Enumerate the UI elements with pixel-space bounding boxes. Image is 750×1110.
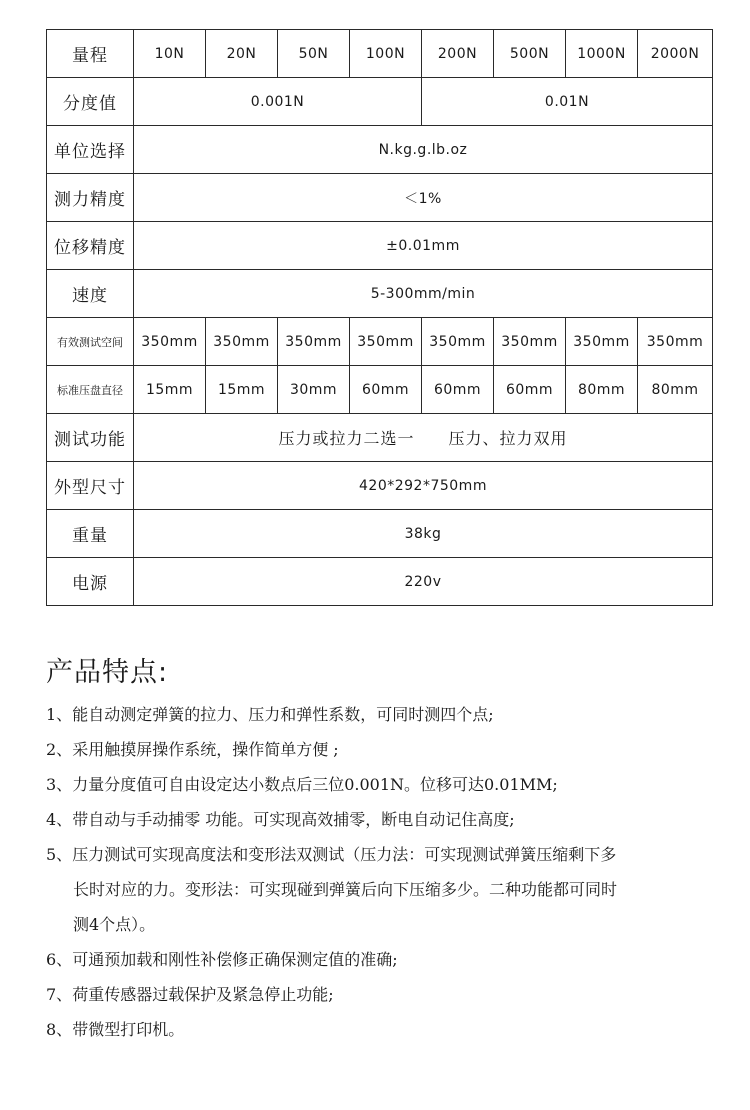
feature-number: 3、 [46,775,73,794]
row-label: 标准压盘直径 [47,366,134,414]
spec-row-platen-diameter [47,366,713,414]
feature-text: 力量分度值可自由设定达小数点后三位0.001N。位移可达0.01MM; [72,775,558,794]
feature-text: 带自动与手动捕零 功能。可实现高效捕零，断电自动记住高度; [72,810,515,829]
platen-diameter-cell: 60mm [422,366,494,414]
speed-cell: 5-300mm/min [134,270,713,318]
row-label: 有效测试空间 [47,318,134,366]
spec-row-function [47,414,713,462]
feature-number: 2、 [46,740,73,759]
platen-diameter-cell: 30mm [278,366,350,414]
feature-text: 可通预加载和刚性补偿修正确保测定值的准确; [72,950,398,969]
weight-cell: 38kg [134,510,713,558]
feature-number: 4、 [46,810,73,829]
feature-text: 采用触摸屏操作系统，操作简单方便 ; [72,740,339,759]
feature-text-continuation: 长时对应的力。变形法：可实现碰到弹簧后向下压缩多少。二种功能都可同时 [73,880,618,899]
range-cell: 2000N [638,30,713,78]
row-label: 测力精度 [47,174,134,222]
feature-list [46,697,726,1047]
features-title: 产品特点: [46,657,169,688]
displacement-accuracy-cell: ±0.01mm [134,222,713,270]
spec-row-speed [47,270,713,318]
division-cell: 0.001N [134,78,422,126]
platen-diameter-cell: 60mm [350,366,422,414]
division-cell: 0.01N [422,78,713,126]
feature-number: 8、 [46,1020,73,1039]
range-cell: 50N [278,30,350,78]
feature-number: 5、 [46,845,73,864]
row-label: 单位选择 [47,126,134,174]
spec-row-dimensions [47,462,713,510]
spec-row-unit [47,126,713,174]
test-space-cell: 350mm [206,318,278,366]
feature-item [46,977,726,1012]
feature-text: 荷重传感器过载保护及紧急停止功能; [72,985,334,1004]
range-cell: 20N [206,30,278,78]
row-label: 重量 [47,510,134,558]
feature-item [46,1012,726,1047]
spec-row-weight [47,510,713,558]
test-space-cell: 350mm [422,318,494,366]
feature-text: 带微型打印机。 [72,1020,185,1039]
row-label: 速度 [47,270,134,318]
row-label: 量程 [47,30,134,78]
row-label: 测试功能 [47,414,134,462]
feature-text-continuation: 测4个点）。 [73,915,156,934]
feature-number: 1、 [46,705,73,724]
test-space-cell: 350mm [494,318,566,366]
dimensions-cell: 420*292*750mm [134,462,713,510]
feature-number: 6、 [46,950,73,969]
spec-row-force-accuracy [47,174,713,222]
row-label: 位移精度 [47,222,134,270]
range-cell: 500N [494,30,566,78]
spec-row-power [47,558,713,606]
spec-row-range [47,30,713,78]
platen-diameter-cell: 80mm [566,366,638,414]
function-cell: 压力或拉力二选一 压力、拉力双用 [134,414,713,462]
test-space-cell: 350mm [566,318,638,366]
row-label: 分度值 [47,78,134,126]
range-cell: 100N [350,30,422,78]
unit-cell: N.kg.g.lb.oz [134,126,713,174]
feature-item [46,697,726,732]
feature-number: 7、 [46,985,73,1004]
platen-diameter-cell: 15mm [206,366,278,414]
platen-diameter-cell: 15mm [134,366,206,414]
feature-text: 压力测试可实现高度法和变形法双测试（压力法：可实现测试弹簧压缩剩下多 [72,845,617,864]
feature-item [46,767,726,802]
test-space-cell: 350mm [134,318,206,366]
spec-row-test-space [47,318,713,366]
spec-row-division [47,78,713,126]
feature-item [46,802,726,837]
spec-row-displacement-accuracy [47,222,713,270]
platen-diameter-cell: 60mm [494,366,566,414]
test-space-cell: 350mm [278,318,350,366]
test-space-cell: 350mm [638,318,713,366]
feature-text: 能自动测定弹簧的拉力、压力和弹性系数，可同时测四个点; [72,705,494,724]
test-space-cell: 350mm [350,318,422,366]
row-label: 电源 [47,558,134,606]
feature-item [46,837,726,942]
force-accuracy-cell: ＜1% [134,174,713,222]
range-cell: 200N [422,30,494,78]
platen-diameter-cell: 80mm [638,366,713,414]
feature-item [46,732,726,767]
feature-item [46,942,726,977]
spec-table [46,29,713,606]
row-label: 外型尺寸 [47,462,134,510]
power-cell: 220v [134,558,713,606]
range-cell: 10N [134,30,206,78]
range-cell: 1000N [566,30,638,78]
